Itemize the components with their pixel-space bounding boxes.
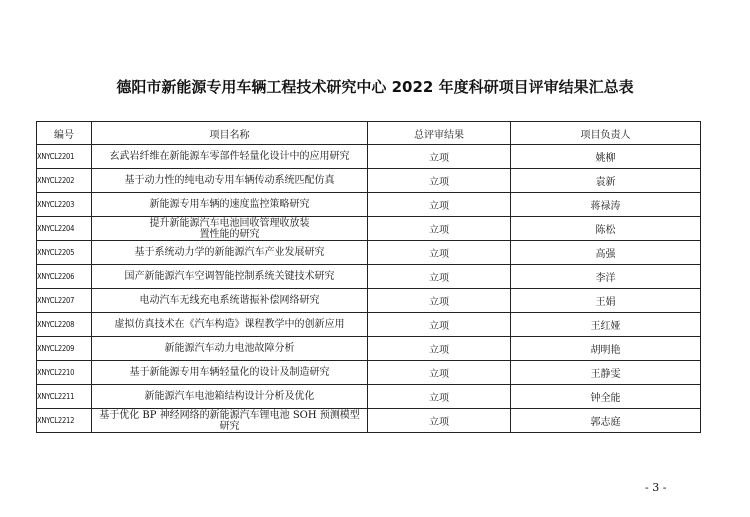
project-name-text: 基于优化 BP 神经网络的新能源汽车锂电池 SOH 预测模型研究 xyxy=(99,409,360,432)
project-leader: 王娟 xyxy=(511,289,701,313)
page-number: - 3 - xyxy=(645,481,667,494)
project-code: XNYCL2203 xyxy=(37,193,92,217)
project-leader: 李洋 xyxy=(511,265,701,289)
project-leader: 高强 xyxy=(511,241,701,265)
project-leader: 蒋禄涛 xyxy=(511,193,701,217)
project-leader: 郭志庭 xyxy=(511,409,701,433)
table-row xyxy=(37,169,701,193)
table-row xyxy=(37,265,701,289)
project-code: XNYCL2208 xyxy=(37,313,92,337)
project-code: XNYCL2202 xyxy=(37,169,92,193)
review-result: 立项 xyxy=(368,409,511,433)
project-code: XNYCL2211 xyxy=(37,385,92,409)
header-code: 编号 xyxy=(37,122,92,145)
page-title: 德阳市新能源专用车辆工程技术研究中心 2022 年度科研项目评审结果汇总表 xyxy=(116,78,634,96)
project-code: XNYCL2206 xyxy=(37,265,92,289)
review-result: 立项 xyxy=(368,337,511,361)
project-name-text: 提升新能源汽车电池回收管理收放装置性能的研究 xyxy=(149,217,310,240)
header-leader: 项目负责人 xyxy=(511,122,701,145)
project-name xyxy=(92,289,368,313)
review-result: 立项 xyxy=(368,241,511,265)
review-result: 立项 xyxy=(368,289,511,313)
project-name xyxy=(92,385,368,409)
project-name xyxy=(92,313,368,337)
project-name xyxy=(92,145,368,169)
table-row xyxy=(37,145,701,169)
project-name-text: 玄武岩纤维在新能源车零部件轻量化设计中的应用研究 xyxy=(109,151,350,162)
project-code: XNYCL2212 xyxy=(37,409,92,433)
table-row xyxy=(37,385,701,409)
review-result: 立项 xyxy=(368,265,511,289)
project-leader: 陈松 xyxy=(511,217,701,241)
review-result: 立项 xyxy=(368,145,511,169)
project-name-text: 基于新能源专用车辆轻量化的设计及制造研究 xyxy=(129,367,330,378)
table-row xyxy=(37,409,701,433)
project-name-text: 基于系统动力学的新能源汽车产业发展研究 xyxy=(134,247,325,258)
project-leader: 胡明艳 xyxy=(511,337,701,361)
table-row xyxy=(37,361,701,385)
review-result: 立项 xyxy=(368,169,511,193)
table-row xyxy=(37,313,701,337)
review-result: 立项 xyxy=(368,217,511,241)
project-name-text: 新能源汽车动力电池故障分析 xyxy=(164,343,295,354)
project-code: XNYCL2201 xyxy=(37,145,92,169)
table-row xyxy=(37,241,701,265)
project-name-text: 新能源汽车电池箱结构设计分析及优化 xyxy=(144,391,315,402)
project-code: XNYCL2209 xyxy=(37,337,92,361)
project-name xyxy=(92,169,368,193)
project-code: XNYCL2204 xyxy=(37,217,92,241)
project-leader: 钟全能 xyxy=(511,385,701,409)
project-leader: 王静雯 xyxy=(511,361,701,385)
project-name-text: 国产新能源汽车空调智能控制系统关键技术研究 xyxy=(124,271,335,282)
project-code: XNYCL2210 xyxy=(37,361,92,385)
project-name-text: 电动汽车无线充电系统谐振补偿网络研究 xyxy=(139,295,320,306)
header-project-name: 项目名称 xyxy=(92,122,368,145)
project-code: XNYCL2207 xyxy=(37,289,92,313)
project-name xyxy=(92,217,368,241)
project-leader: 王红娅 xyxy=(511,313,701,337)
project-name-text: 新能源专用车辆的速度监控策略研究 xyxy=(149,199,310,210)
header-result: 总评审结果 xyxy=(368,122,511,145)
project-name xyxy=(92,241,368,265)
review-result: 立项 xyxy=(368,193,511,217)
project-name xyxy=(92,265,368,289)
project-name-text: 基于动力性的纯电动专用车辆传动系统匹配仿真 xyxy=(124,175,335,186)
table-row xyxy=(37,217,701,241)
review-result: 立项 xyxy=(368,361,511,385)
table-row xyxy=(37,193,701,217)
project-name xyxy=(92,193,368,217)
table-row xyxy=(37,289,701,313)
project-leader: 袁新 xyxy=(511,169,701,193)
project-leader: 姚柳 xyxy=(511,145,701,169)
table-row xyxy=(37,337,701,361)
review-result: 立项 xyxy=(368,385,511,409)
project-name-text: 虚拟仿真技术在《汽车构造》课程教学中的创新应用 xyxy=(114,319,345,330)
project-code: XNYCL2205 xyxy=(37,241,92,265)
review-result: 立项 xyxy=(368,313,511,337)
project-name xyxy=(92,337,368,361)
results-table xyxy=(36,121,701,433)
project-name xyxy=(92,409,368,433)
project-name xyxy=(92,361,368,385)
table-header-row xyxy=(37,122,701,145)
